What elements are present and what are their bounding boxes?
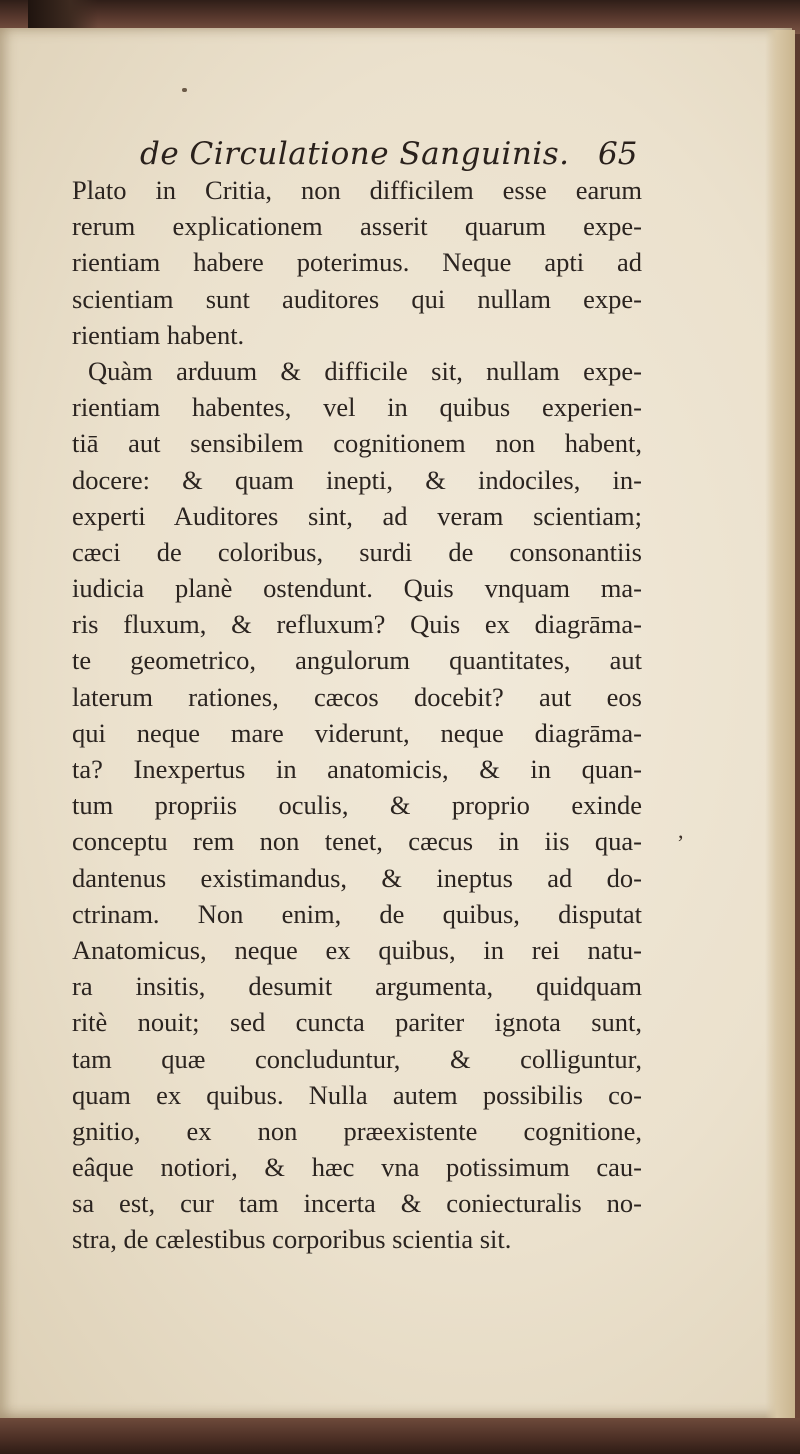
text-line: experti Auditores sint, ad veram scientiam;	[72, 500, 642, 531]
text-line: sa est, cur tam incerta & coniecturalis no-	[72, 1188, 642, 1219]
text-line: ctrinam. Non enim, de quibus, disputat	[72, 898, 642, 929]
text-line: ritè nouit; sed cuncta pariter ignota sunt,	[72, 1007, 642, 1038]
text-line: Plato in Critia, non difficilem esse earum	[72, 175, 642, 205]
text-line: ta? Inexpertus in anatomicis, & in quan-	[72, 754, 642, 784]
text-line: Anatomicus, neque ex quibus, in rei natu-	[72, 934, 642, 965]
book-cover-bottom	[0, 1418, 800, 1454]
text-line: scientiam sunt auditores qui nullam expe-	[72, 283, 642, 314]
text-line: ris fluxum, & refluxum? Quis ex diagrāma-	[72, 609, 642, 640]
text-line: docere: & quam inepti, & indociles, in-	[72, 464, 642, 495]
text-line: rientiam habentes, vel in quibus experien-	[72, 392, 642, 423]
text-line: conceptu rem non tenet, cæcus in iis qua-	[72, 826, 642, 857]
text-line: gnitio, ex non præexistente cognitione,	[72, 1115, 642, 1146]
page-number: 65	[598, 136, 638, 172]
text-line: cæci de coloribus, surdi de consonantiis	[72, 536, 642, 567]
text-line: tum propriis oculis, & proprio exinde	[72, 790, 642, 821]
text-line: rerum explicationem asserit quarum expe-	[72, 211, 642, 242]
text-line: iudicia planè ostendunt. Quis vnquam ma-	[72, 573, 642, 604]
text-line: eâque notiori, & hæc vna potissimum cau-	[72, 1152, 642, 1183]
text-line: rientiam habere poterimus. Neque apti ad	[72, 247, 642, 278]
text-line: tam quæ concluduntur, & colliguntur,	[72, 1043, 642, 1074]
page-fore-edge	[765, 30, 795, 1420]
text-line: rientiam habent.	[72, 319, 245, 350]
text-line: ra insitis, desumit argumenta, quidquam	[72, 971, 642, 1002]
text-line: laterum rationes, cæcos docebit? aut eos	[72, 681, 642, 712]
text-line: qui neque mare viderunt, neque diagrāma-	[72, 717, 642, 748]
ink-speck	[182, 88, 187, 92]
margin-mark: ,	[678, 818, 684, 843]
text-line: stra, de cælestibus corporibus scientia sit.	[72, 1224, 512, 1255]
text-line: dantenus existimandus, & ineptus ad do-	[72, 862, 642, 893]
text-line: Quàm arduum & difficile sit, nullam expe-	[88, 355, 642, 386]
page-header	[0, 108, 800, 172]
text-line: quam ex quibus. Nulla autem possibilis co-	[72, 1079, 642, 1110]
body-text	[72, 172, 642, 1258]
running-title: de Circulatione Sanguinis.	[140, 136, 570, 172]
text-line: te geometrico, angulorum quantitates, aut	[72, 645, 642, 676]
text-line: tiā aut sensibilem cognitionem non habent,	[72, 428, 642, 459]
